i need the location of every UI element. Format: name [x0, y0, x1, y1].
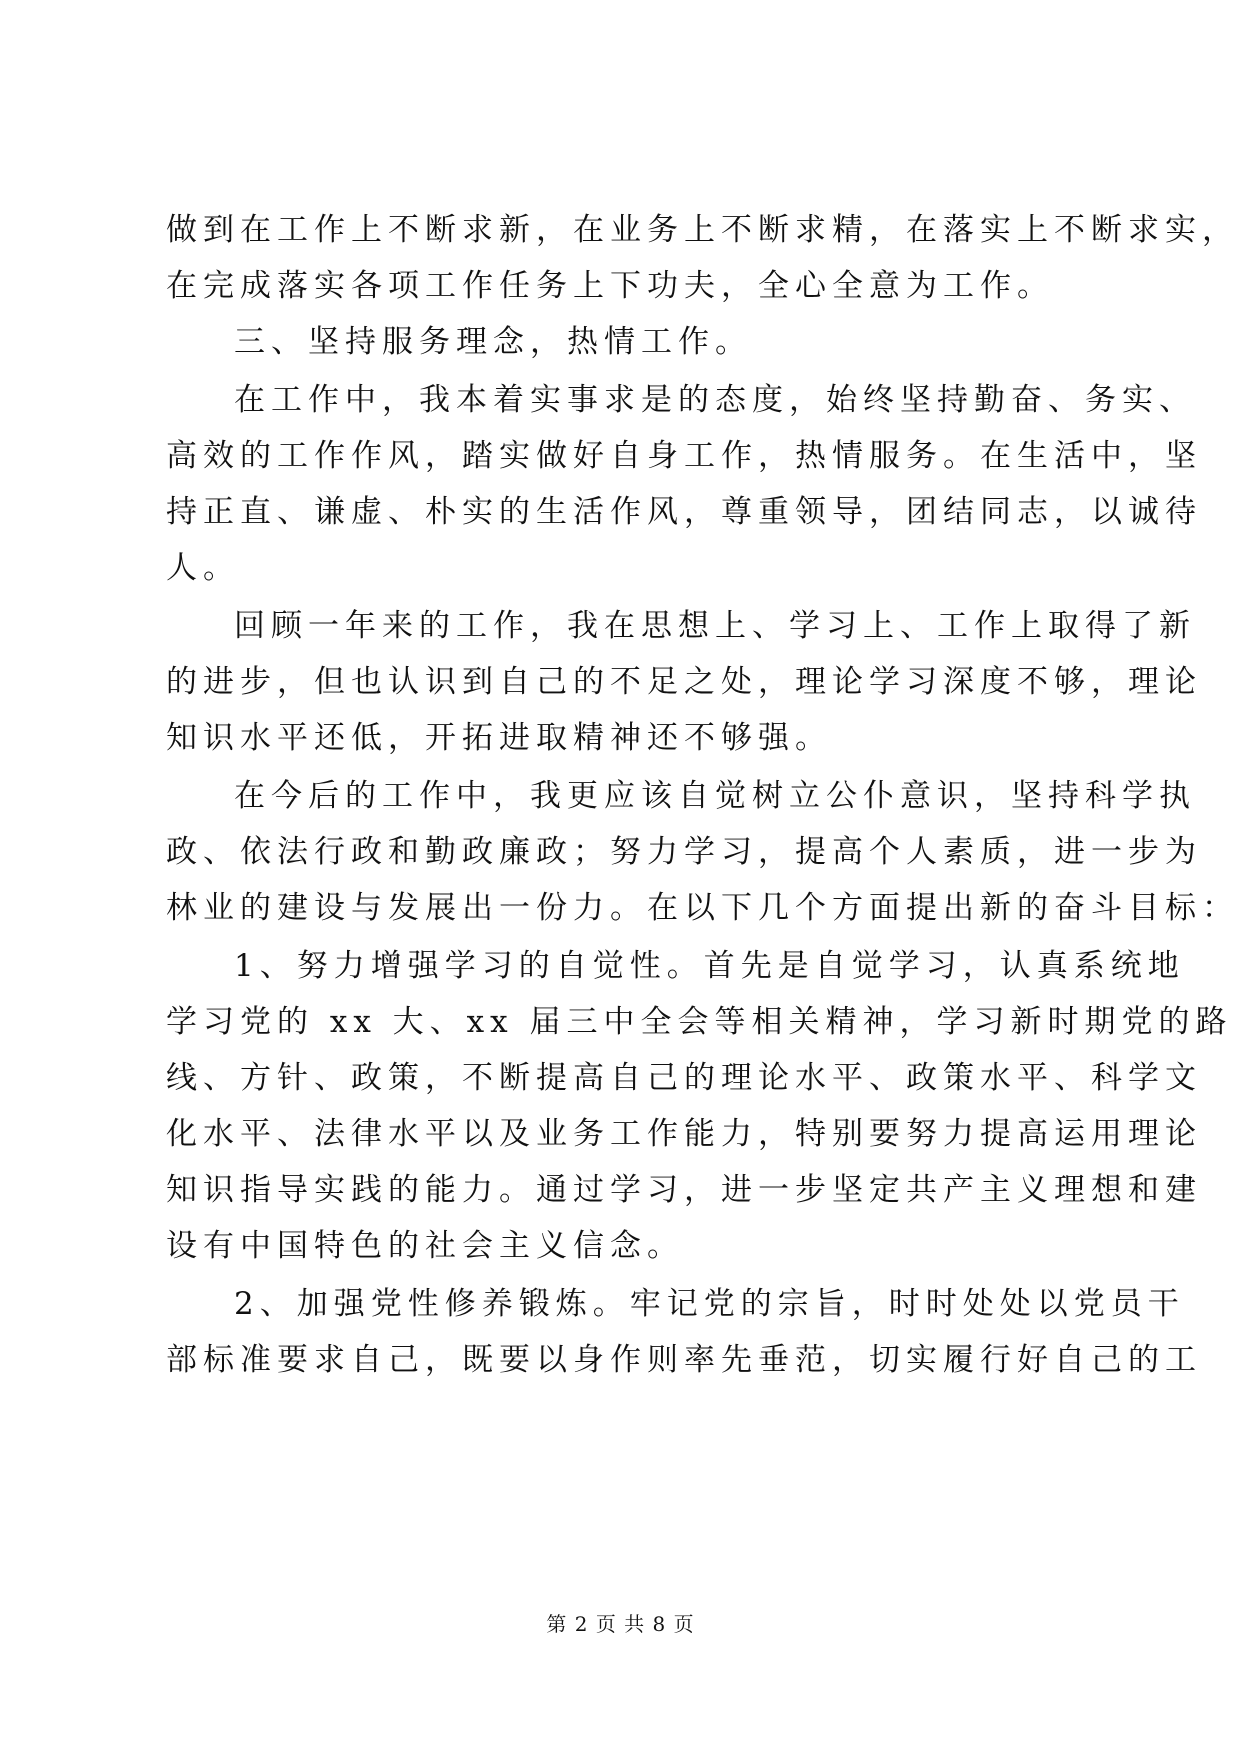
paragraph-line: 学习党的 xx 大、xx 届三中全会等相关精神，学习新时期党的路 — [166, 1004, 1233, 1040]
list-item-line: 2、加强党性修养锻炼。牢记党的宗旨，时时处处以党员干 — [234, 1286, 1185, 1322]
paragraph-line: 高效的工作作风，踏实做好自身工作，热情服务。在生活中，坚 — [166, 438, 1202, 474]
paragraph-line: 在今后的工作中，我更应该自觉树立公仆意识，坚持科学执 — [234, 778, 1196, 814]
paragraph-line: 在工作中，我本着实事求是的态度，始终坚持勤奋、务实、 — [234, 382, 1196, 418]
paragraph-line: 林业的建设与发展出一份力。在以下几个方面提出新的奋斗目标： — [166, 890, 1239, 926]
page-number-footer: 第 2 页 共 8 页 — [546, 1612, 695, 1636]
paragraph-line: 人。 — [166, 550, 240, 586]
section-heading: 三、坚持服务理念，热情工作。 — [234, 324, 752, 360]
paragraph-line: 化水平、法律水平以及业务工作能力，特别要努力提高运用理论 — [166, 1116, 1202, 1152]
paragraph-line: 在完成落实各项工作任务上下功夫，全心全意为工作。 — [166, 268, 1054, 304]
list-item-line: 1、努力增强学习的自觉性。首先是自觉学习，认真系统地 — [234, 948, 1185, 984]
paragraph-line: 做到在工作上不断求新，在业务上不断求精，在落实上不断求实， — [166, 212, 1239, 248]
paragraph-line: 部标准要求自己，既要以身作则率先垂范，切实履行好自己的工 — [166, 1342, 1202, 1378]
paragraph-line: 知识水平还低，开拓进取精神还不够强。 — [166, 720, 832, 756]
paragraph-line: 持正直、谦虚、朴实的生活作风，尊重领导，团结同志，以诚待 — [166, 494, 1202, 530]
paragraph-line: 知识指导实践的能力。通过学习，进一步坚定共产主义理想和建 — [166, 1172, 1202, 1208]
paragraph-line: 回顾一年来的工作，我在思想上、学习上、工作上取得了新 — [234, 608, 1196, 644]
paragraph-line: 线、方针、政策，不断提高自己的理论水平、政策水平、科学文 — [166, 1060, 1202, 1096]
paragraph-line: 政、依法行政和勤政廉政；努力学习，提高个人素质，进一步为 — [166, 834, 1202, 870]
paragraph-line: 设有中国特色的社会主义信念。 — [166, 1228, 684, 1264]
paragraph-line: 的进步，但也认识到自己的不足之处，理论学习深度不够，理论 — [166, 664, 1202, 700]
